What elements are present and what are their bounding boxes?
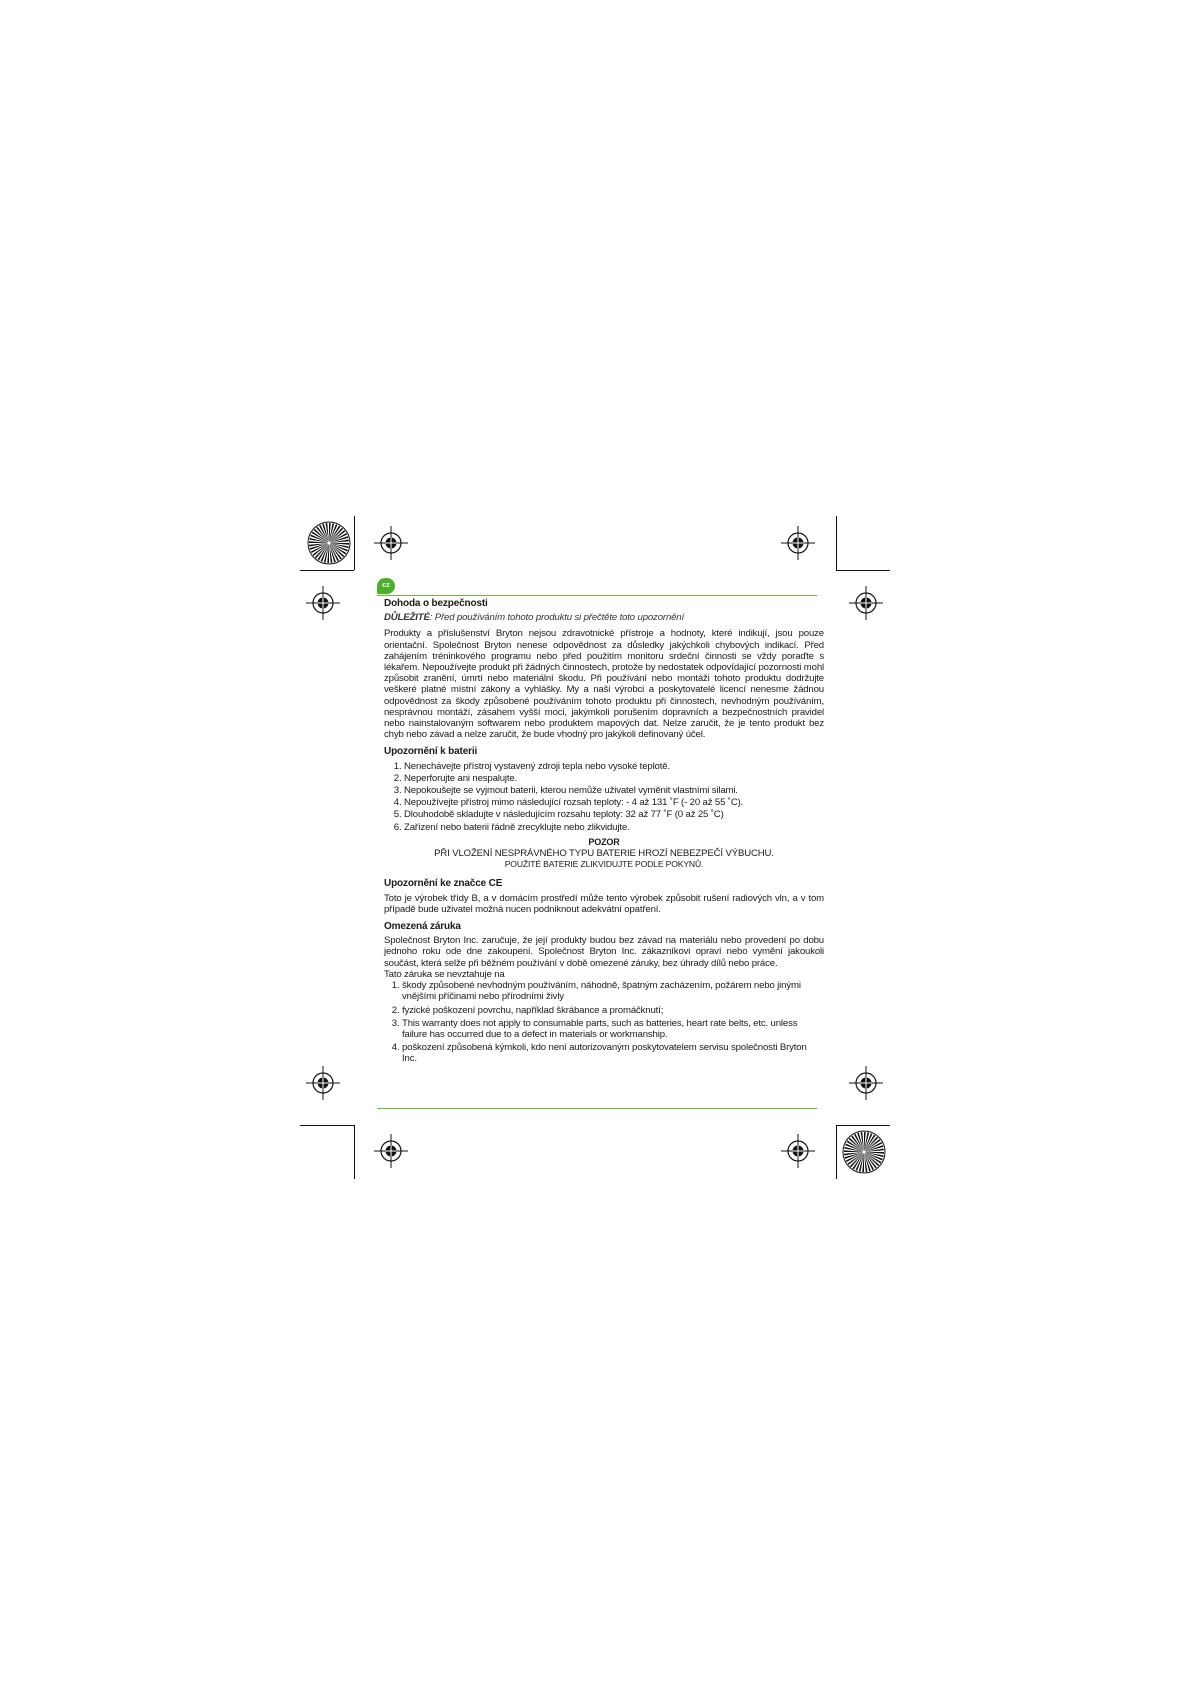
list-item: 6. Zařízení nebo baterii řádně zrecyklujte nebo zlikvidujte. — [404, 822, 824, 833]
section-title: Upozornění ke značce CE — [384, 878, 503, 890]
important-text: : Před používáním tohoto produktu si přečtěte toto upozornění — [429, 612, 685, 624]
section-title: Omezená záruka — [384, 921, 461, 933]
registration-mark — [780, 1133, 816, 1169]
ce-section — [384, 878, 824, 915]
registration-mark — [780, 525, 816, 561]
ce-body: Toto je výrobek třídy B, a v domácím prostředí může tento výrobek způsobit rušení radiových vln, a v tom případě bude uživatel možná nucen podniknout adekvátní opatření. — [384, 892, 824, 915]
list-item: 4. poškození způsobená kýmkoli, kdo není autorizovaným poskytovatelem servisu společnosti Bryton Inc. — [402, 1042, 824, 1064]
crop-line-bl-h — [300, 1125, 354, 1126]
battery-section — [384, 746, 824, 870]
list-item: 3. Nepokoušejte se vyjmout baterii, kterou nemůže uživatel vyměnit vlastními silami. — [404, 785, 824, 796]
warning-title: POZOR — [588, 836, 620, 847]
section-title: Dohoda o bezpečnosti — [384, 598, 488, 609]
safety-body: Produkty a příslušenství Bryton nejsou zdravotnické přístroje a hodnoty, které indikují, jsou pouze orientační. Společnost Bryton nenese odpovědnost za důsledky jakýchkoli chybových indikací. Před zahájením tréninkového programu nebo před použitím monitoru srdeční činnosti se vždy poraďte s lékařem. Nepoužívejte produkt při žádných činnostech, protože by nedostatek odpovídající pozornosti mohl způsobit zranění, úmrtí nebo materiální škodu. Při používání nebo montáži tohoto produktu dodržujte veškeré platné místní zákony a vyhlášky. My a naši výrobci a poskytovatelé licencí nenesme žádnou odpovědnost za škody způsobené používáním tohoto produktu při činnostech, nevhodným používáním, nesprávnou montáží, zásahem vyšší moci, jakýmkoli porušením dopravních a bezpečnostních pravidel nebo nainstalovaným softwarem nebo produktem mapových dat. Nelze zaručit, že je tento produkt bez chyb nebo závad a nelze zaručit, že bude vhodný pro jakýkoli definovaný účel. — [384, 628, 824, 741]
important-note — [384, 612, 824, 623]
starburst-mark-top-left — [307, 521, 351, 565]
registration-mark — [848, 1065, 884, 1101]
starburst-mark-bottom-right — [842, 1130, 886, 1174]
crop-line-br-h — [836, 1125, 890, 1126]
battery-list — [384, 761, 824, 833]
list-item: 3. This warranty does not apply to consumable parts, such as batteries, heart rate belts, etc. unless failure has occurred due to a defect in materials or workmanship. — [402, 1018, 824, 1040]
crop-line-tl-h — [300, 570, 354, 571]
registration-mark — [373, 1133, 409, 1169]
list-item: 1. Nenechávejte přístroj vystavený zdroji tepla nebo vysoké teplotě. — [404, 761, 824, 772]
crop-line-tr-h — [836, 570, 890, 571]
crop-line-tr-v — [836, 516, 837, 570]
warning-line: PŘI VLOŽENÍ NESPRÁVNÉHO TYPU BATERIE HROZÍ NEBEZPEČÍ VÝBUCHU. — [434, 848, 774, 860]
battery-warning — [384, 837, 824, 871]
list-item: 2. fyzické poškození povrchu, například škrábance a promáčknutí; — [402, 1005, 824, 1016]
section-title: Upozornění k baterii — [384, 746, 478, 758]
document-content — [384, 598, 824, 1067]
warranty-body: Společnost Bryton Inc. zaručuje, že její produkty budou bez závad na materiálu nebo provedení po dobu jednoho roku ode dne zakoupení. Společnost Bryton Inc. zákazníkovi opraví nebo vymění jakoukoli součást, která selže při běžném používání v době omezené záruky, bez úhrady dílů nebo práce. — [384, 935, 824, 969]
registration-mark — [373, 525, 409, 561]
crop-line-br-v — [836, 1125, 837, 1179]
warranty-exclusion-intro: Tato záruka se nevztahuje na — [384, 968, 505, 980]
crop-line-bl-v — [354, 1125, 355, 1179]
warning-line: POUŽITÉ BATERIE ZLIKVIDUJTE PODLE POKYNŮ. — [504, 859, 704, 870]
crop-line-tl-v — [354, 516, 355, 570]
important-label: DŮLEŽITÉ — [384, 612, 430, 624]
registration-mark — [848, 585, 884, 621]
list-item: 5. Dlouhodobě skladujte v následujícím rozsahu teploty: 32 až 77 ˚F (0 až 25 ˚C) — [404, 809, 824, 820]
warranty-exclusion-list — [384, 980, 824, 1064]
registration-mark — [305, 585, 341, 621]
list-item: 4. Nepoužívejte přístroj mimo následující rozsah teploty: - 4 až 131 ˚F (- 20 až 55 ˚C). — [404, 797, 824, 808]
language-badge: cz — [377, 578, 395, 594]
list-item: 2. Neperforujte ani nespalujte. — [404, 773, 824, 784]
footer-rule — [377, 1108, 817, 1109]
registration-mark — [305, 1065, 341, 1101]
list-item: 1. škody způsobené nevhodným používáním, náhodně, špatným zacházením, požárem nebo jinými vnějšími příčinami nebo přírodními živly — [402, 980, 824, 1002]
safety-section — [384, 598, 824, 740]
warranty-section — [384, 921, 824, 1064]
header-rule — [377, 595, 817, 596]
